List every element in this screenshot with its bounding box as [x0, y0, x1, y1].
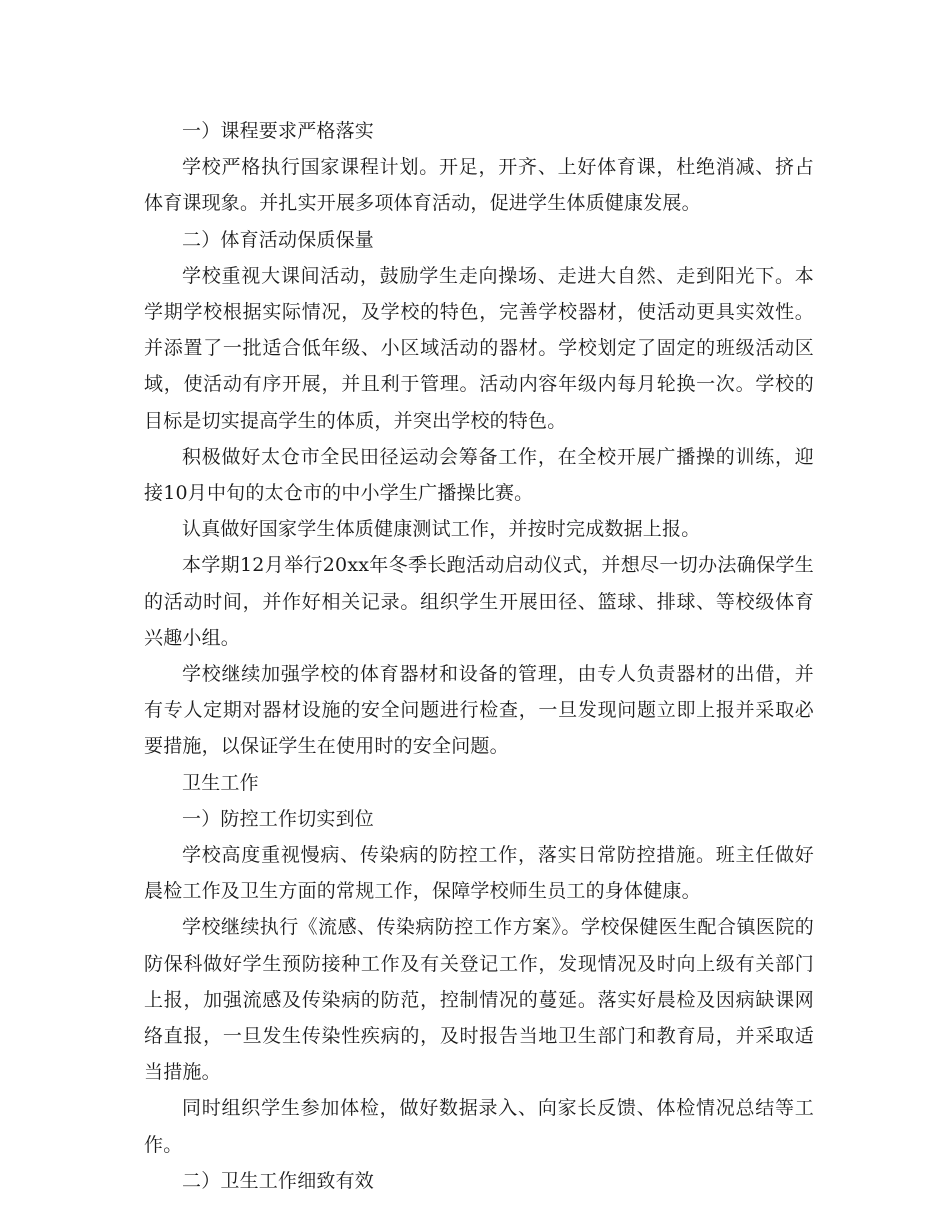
- section-heading: 一）防控工作切实到位: [182, 807, 375, 830]
- body-paragraph: 学校继续执行《流感、传染病防控工作方案》。学校保健医生配合镇医院的防保科做好学生预防接种工作及有关登记工作，发现情况及时向上级有关部门上报，加强流感及传染病的防范，控制情况的蔓延。落实好晨检及因病缺课网络直报，一旦发生传染性疾病的，及时报告当地卫生部门和教育局，并采取适当措施。: [144, 916, 814, 1084]
- body-paragraph: 学校严格执行国家课程计划。开足，开齐、上好体育课，杜绝消减、挤占体育课现象。并扎实开展多项体育活动，促进学生体质健康发展。: [144, 156, 814, 215]
- section-heading: 二）体育活动保质保量: [182, 228, 375, 251]
- section-heading: 一）课程要求严格落实: [182, 120, 375, 142]
- body-paragraph: 同时组织学生参加体检，做好数据录入、向家长反馈、体检情况总结等工作。: [144, 1097, 814, 1156]
- document-body: [144, 113, 814, 1199]
- section-title: 卫生工作: [182, 771, 259, 794]
- section-heading: 二）卫生工作细致有效: [182, 1169, 375, 1192]
- body-paragraph: 认真做好国家学生体质健康测试工作，并按时完成数据上报。: [182, 518, 701, 541]
- body-paragraph: 积极做好太仓市全民田径运动会筹备工作，在全校开展广播操的训练，迎接10月中旬的太仓市的中小学生广播操比赛。: [144, 445, 814, 505]
- body-paragraph: 学校高度重视慢病、传染病的防控工作，落实日常防控措施。班主任做好晨检工作及卫生方面的常规工作，保障学校师生员工的身体健康。: [144, 844, 814, 903]
- body-paragraph: 学校继续加强学校的体育器材和设备的管理，由专人负责器材的出借，并有专人定期对器材设施的安全问题进行检查，一旦发现问题立即上报并采取必要措施，以保证学生在使用时的安全问题。: [144, 663, 814, 758]
- body-paragraph: 本学期12月举行20xx年冬季长跑活动启动仪式，并想尽一切办法确保学生的活动时间，并作好相关记录。组织学生开展田径、篮球、排球、等校级体育兴趣小组。: [144, 554, 814, 649]
- body-paragraph: 学校重视大课间活动，鼓励学生走向操场、走进大自然、走到阳光下。本学期学校根据实际情况，及学校的特色，完善学校器材，使活动更具实效性。并添置了一批适合低年级、小区域活动的器材。学校划定了固定的班级活动区域，使活动有序开展，并且利于管理。活动内容年级内每月轮换一次。学校的目标是切实提高学生的体质，并突出学校的特色。: [144, 264, 814, 432]
